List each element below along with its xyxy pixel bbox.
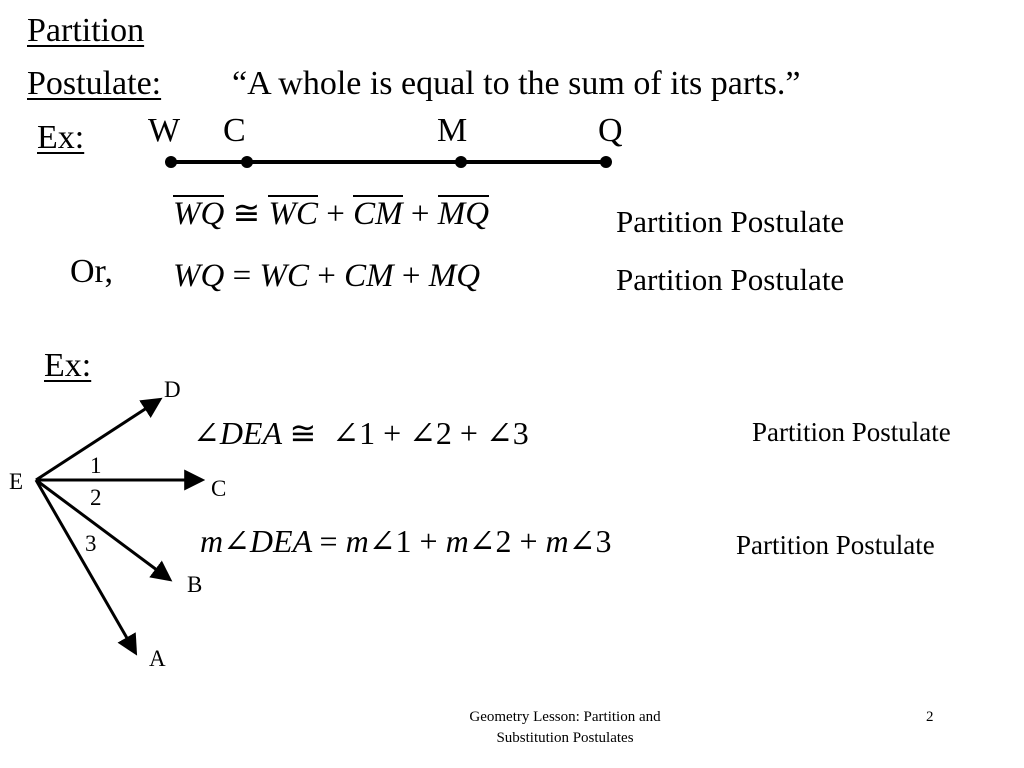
reason-label: Partition Postulate	[736, 530, 935, 560]
segment-wq-label: WQ	[173, 196, 225, 232]
measure-m: m	[545, 523, 569, 559]
footer-line1: Geometry Lesson: Partition and	[469, 709, 661, 725]
angle-3: 3	[512, 415, 529, 451]
plus-symbol: +	[317, 258, 336, 294]
postulate-quote: “A whole is equal to the sum of its parts.”	[232, 65, 801, 102]
angle-number-3: 3	[85, 531, 97, 556]
point-c	[241, 156, 253, 168]
angle-2: 2	[495, 523, 512, 559]
plus-symbol: +	[326, 196, 345, 232]
ray-label-a: A	[149, 646, 166, 671]
length-wc: WC	[259, 258, 309, 294]
plus-symbol: +	[419, 523, 438, 559]
title-line2: Postulate:	[27, 65, 162, 102]
segment-cm-label: CM	[353, 196, 403, 232]
angle-dea: DEA	[219, 415, 282, 451]
angle-symbol: ∠	[409, 415, 436, 451]
angle-1: 1	[359, 415, 376, 451]
angle-number-1: 1	[90, 453, 102, 478]
point-q	[600, 156, 612, 168]
plus-symbol: +	[410, 196, 430, 232]
reason-label: Partition Postulate	[616, 204, 845, 239]
angle-symbol: ∠	[332, 415, 360, 451]
length-wq: WQ	[173, 258, 225, 294]
ray-label-c: C	[211, 476, 227, 501]
measure-m: m	[200, 523, 224, 559]
title-line1: Partition	[27, 12, 145, 49]
angle-dea: DEA	[249, 523, 312, 559]
measure-m: m	[445, 523, 469, 559]
footer-line2: Substitution Postulates	[496, 730, 634, 746]
measure-m: m	[345, 523, 369, 559]
angle-2: 2	[435, 415, 452, 451]
vertex-label-e: E	[9, 469, 24, 494]
congruent-symbol: ≅	[289, 415, 317, 451]
angle-symbol: ∠	[193, 415, 220, 451]
point-w	[165, 156, 177, 168]
point-label-m: M	[437, 112, 468, 149]
point-m	[455, 156, 467, 168]
point-label-w: W	[148, 112, 181, 149]
length-cm: CM	[344, 258, 394, 294]
length-mq: MQ	[428, 258, 481, 294]
angle-symbol: ∠	[223, 523, 250, 559]
angle-measure-equation	[200, 525, 611, 557]
congruent-symbol: ≅	[232, 196, 261, 232]
angle-1: 1	[395, 523, 412, 559]
reason-label: Partition Postulate	[616, 262, 845, 297]
plus-symbol: +	[519, 523, 538, 559]
example1-label: Ex:	[37, 119, 85, 156]
angle-3: 3	[595, 523, 612, 559]
angle-symbol: ∠	[468, 523, 496, 559]
equals-symbol: =	[232, 258, 252, 294]
ray-label-d: D	[164, 377, 181, 402]
angle-number-2: 2	[90, 485, 102, 510]
point-label-q: Q	[598, 112, 623, 149]
angle-symbol: ∠	[368, 523, 396, 559]
plus-symbol: +	[459, 415, 478, 451]
ray-eb	[36, 480, 169, 579]
slide-number: 2	[926, 709, 934, 725]
plus-symbol: +	[383, 415, 402, 451]
ray-ea	[36, 480, 135, 652]
slide-footer	[430, 707, 700, 749]
angle-symbol: ∠	[485, 415, 513, 451]
point-label-c: C	[223, 112, 246, 149]
ray-label-b: B	[187, 572, 203, 597]
plus-symbol: +	[401, 258, 421, 294]
angle-symbol: ∠	[568, 523, 596, 559]
reason-label: Partition Postulate	[752, 417, 951, 447]
segment-wc-label: WC	[268, 196, 318, 232]
segment-length-equation	[173, 260, 480, 293]
angle-congruence	[193, 417, 529, 449]
example2-label: Ex:	[44, 347, 92, 384]
segment-congruence	[173, 195, 489, 231]
equals-symbol: =	[319, 523, 338, 559]
segment-mq-label: MQ	[437, 196, 490, 232]
or-label: Or,	[70, 253, 114, 290]
